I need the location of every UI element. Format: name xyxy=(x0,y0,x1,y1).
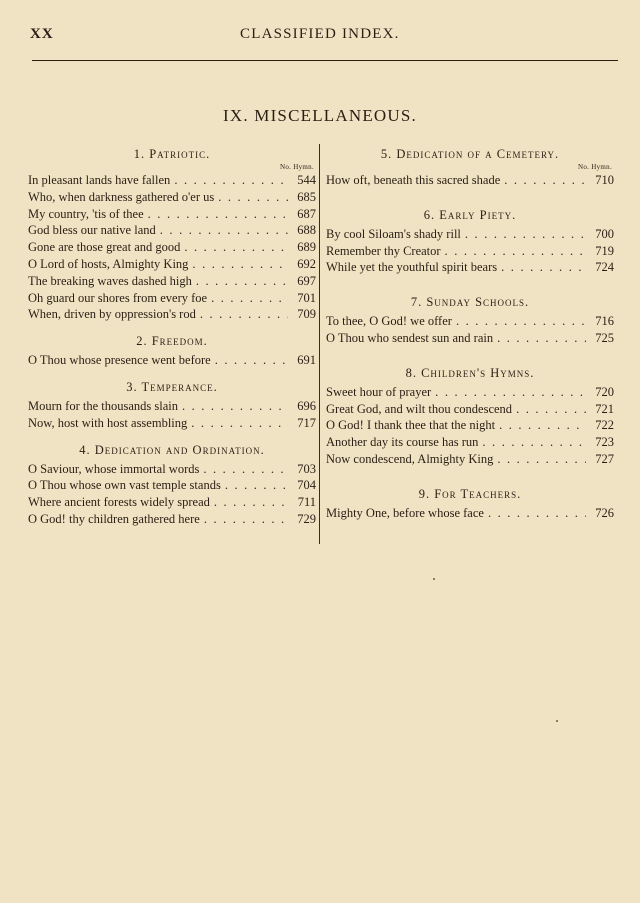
index-entry xyxy=(28,222,316,239)
hymn-number: 692 xyxy=(297,256,316,271)
dot-leaders xyxy=(156,222,288,239)
dot-leaders xyxy=(188,256,288,273)
category-title: 1. Patriotic. xyxy=(133,147,211,161)
dot-leaders xyxy=(452,313,586,330)
hymn-first-line: By cool Siloam's shady rill xyxy=(326,226,461,241)
entry-list xyxy=(326,226,614,276)
index-entry xyxy=(28,306,316,323)
hymn-number-heading: No. Hymn. xyxy=(577,163,612,171)
hymn-first-line: O Saviour, whose immortal words xyxy=(28,461,200,476)
hymn-number: 700 xyxy=(595,226,614,241)
index-entry xyxy=(28,398,316,415)
hymn-number: 703 xyxy=(297,461,316,476)
index-category xyxy=(326,486,614,522)
right-column xyxy=(326,146,614,522)
entry-list xyxy=(28,398,316,432)
running-title: CLASSIFIED INDEX. xyxy=(240,26,400,42)
hymn-first-line: Great God, and wilt thou condescend xyxy=(326,401,513,416)
hymn-number: 722 xyxy=(595,418,614,433)
hymn-number: 687 xyxy=(297,206,316,221)
dot-leaders xyxy=(500,172,586,189)
index-category xyxy=(28,442,316,528)
entry-list xyxy=(28,352,316,369)
entry-list xyxy=(28,172,316,323)
dot-leaders xyxy=(461,226,586,243)
index-category xyxy=(326,207,614,276)
entry-list xyxy=(28,461,316,528)
hymn-number: 716 xyxy=(595,314,614,329)
hymn-first-line: Sweet hour of prayer xyxy=(326,384,432,399)
index-entry xyxy=(326,243,614,260)
dot-leaders xyxy=(199,461,288,478)
hymn-number: 544 xyxy=(297,173,316,187)
hymn-number: 685 xyxy=(297,189,316,204)
hymn-first-line: Now condescend, Almighty King xyxy=(326,451,494,466)
dot-leaders xyxy=(512,401,586,418)
dot-leaders xyxy=(441,243,586,260)
dot-leaders xyxy=(497,259,586,276)
category-title: 9. For Teachers. xyxy=(418,486,522,501)
dot-leaders xyxy=(431,384,586,401)
hymn-first-line: My country, 'tis of thee xyxy=(28,206,144,221)
index-entry xyxy=(28,189,316,206)
hymn-number: 726 xyxy=(595,505,614,520)
hymn-number: 727 xyxy=(595,451,614,466)
index-entry xyxy=(326,434,614,451)
index-category xyxy=(28,146,316,323)
entry-list xyxy=(326,505,614,522)
hymn-first-line: Oh guard our shores from every foe xyxy=(28,290,208,305)
section-title: IX. MISCELLANEOUS. xyxy=(223,106,417,125)
index-entry xyxy=(326,226,614,243)
hymn-first-line: O Thou whose own vast temple stands xyxy=(28,478,221,493)
hymn-number: 704 xyxy=(297,478,316,493)
category-title: 3. Temperance. xyxy=(126,379,218,394)
header-rule xyxy=(32,60,618,61)
dot-leaders xyxy=(170,172,288,189)
index-entry xyxy=(326,384,614,401)
hymn-first-line: How oft, beneath this sacred shade xyxy=(326,173,501,187)
category-title: 4. Dedication and Ordination. xyxy=(79,442,265,457)
dot-leaders xyxy=(478,434,586,451)
entry-list xyxy=(326,313,614,347)
hymn-first-line: O Lord of hosts, Almighty King xyxy=(28,256,189,271)
hymn-first-line: Mighty One, before whose face xyxy=(326,505,484,520)
hymn-first-line: O God! thy children gathered here xyxy=(28,511,200,526)
hymn-first-line: To thee, O God! we offer xyxy=(326,314,452,329)
index-entry xyxy=(326,172,614,189)
hymn-first-line: Remember thy Creator xyxy=(326,243,441,258)
dot-leaders xyxy=(207,290,288,307)
paper-speck xyxy=(556,720,558,722)
index-category xyxy=(326,365,614,468)
hymn-first-line: Now, host with host assembling xyxy=(28,415,188,430)
dot-leaders xyxy=(221,477,288,494)
index-entry xyxy=(28,511,316,528)
index-category xyxy=(28,379,316,432)
index-entry xyxy=(326,401,614,418)
dot-leaders xyxy=(187,415,288,432)
dot-leaders xyxy=(144,206,288,223)
index-entry xyxy=(28,461,316,478)
index-entry xyxy=(326,259,614,276)
index-entry xyxy=(28,172,316,189)
index-entry xyxy=(28,415,316,432)
dot-leaders xyxy=(495,417,586,434)
index-entry xyxy=(326,330,614,347)
hymn-number: 725 xyxy=(595,330,614,345)
index-entry xyxy=(28,477,316,494)
hymn-number: 721 xyxy=(595,401,614,416)
hymn-number: 709 xyxy=(297,307,316,322)
dot-leaders xyxy=(200,511,288,528)
index-category xyxy=(28,333,316,369)
dot-leaders xyxy=(180,239,288,256)
hymn-number: 724 xyxy=(595,260,614,275)
hymn-first-line: In pleasant lands have fallen xyxy=(28,173,171,187)
hymn-number: 691 xyxy=(297,353,316,368)
index-category xyxy=(326,294,614,347)
hymn-number: 689 xyxy=(297,240,316,255)
hymn-number: 697 xyxy=(297,273,316,288)
entry-list xyxy=(326,384,614,468)
hymn-number: 696 xyxy=(297,398,316,413)
entry-list xyxy=(326,172,614,189)
category-title: 5. Dedication of a Cemetery. xyxy=(380,147,560,161)
hymn-number: 711 xyxy=(297,495,316,510)
hymn-first-line: Gone are those great and good xyxy=(28,240,181,255)
index-category xyxy=(326,146,614,189)
hymn-number: 723 xyxy=(595,435,614,450)
index-entry xyxy=(28,273,316,290)
hymn-first-line: Who, when darkness gathered o'er us xyxy=(28,189,215,204)
hymn-first-line: While yet the youthful spirit bears xyxy=(326,260,498,275)
page-header xyxy=(30,22,614,48)
hymn-first-line: When, driven by oppression's rod xyxy=(28,307,196,322)
column-divider xyxy=(319,144,320,544)
category-title: 7. Sunday Schools. xyxy=(410,295,530,310)
dot-leaders xyxy=(493,451,586,468)
dot-leaders xyxy=(214,189,288,206)
index-entry xyxy=(28,352,316,369)
hymn-first-line: Where ancient forests widely spread xyxy=(28,495,210,510)
hymn-first-line: O Thou who sendest sun and rain xyxy=(326,330,494,345)
hymn-number-heading: No. Hymn. xyxy=(279,163,314,171)
index-entry xyxy=(326,417,614,434)
hymn-first-line: O Thou whose presence went before xyxy=(28,353,211,368)
hymn-first-line: God bless our native land xyxy=(28,223,156,238)
paper-speck xyxy=(433,578,435,580)
category-title: 8. Children's Hymns. xyxy=(405,365,535,380)
hymn-first-line: Mourn for the thousands slain xyxy=(28,398,178,413)
dot-leaders xyxy=(484,505,586,522)
dot-leaders xyxy=(210,494,288,511)
category-title: 6. Early Piety. xyxy=(423,207,517,222)
hymn-number: 717 xyxy=(297,415,316,430)
dot-leaders xyxy=(178,398,288,415)
dot-leaders xyxy=(196,306,288,323)
dot-leaders xyxy=(192,273,288,290)
index-entry xyxy=(28,290,316,307)
left-column xyxy=(28,146,316,528)
hymn-number: 719 xyxy=(595,243,614,258)
index-entry xyxy=(326,505,614,522)
index-entry xyxy=(28,494,316,511)
hymn-number: 701 xyxy=(297,290,316,305)
hymn-number: 710 xyxy=(595,173,614,187)
index-entry xyxy=(28,256,316,273)
hymn-number: 729 xyxy=(297,511,316,526)
category-title: 2. Freedom. xyxy=(136,334,208,349)
hymn-number: 688 xyxy=(297,223,316,238)
index-entry xyxy=(28,239,316,256)
dot-leaders xyxy=(211,352,288,369)
page-number: XX xyxy=(30,26,54,42)
hymn-first-line: Another day its course has run xyxy=(326,435,479,450)
index-entry xyxy=(326,451,614,468)
hymn-first-line: The breaking waves dashed high xyxy=(28,273,192,288)
dot-leaders xyxy=(493,330,586,347)
hymn-first-line: O God! I thank thee that the night xyxy=(326,418,496,433)
index-entry xyxy=(326,313,614,330)
hymn-number: 720 xyxy=(595,384,614,399)
index-entry xyxy=(28,206,316,223)
